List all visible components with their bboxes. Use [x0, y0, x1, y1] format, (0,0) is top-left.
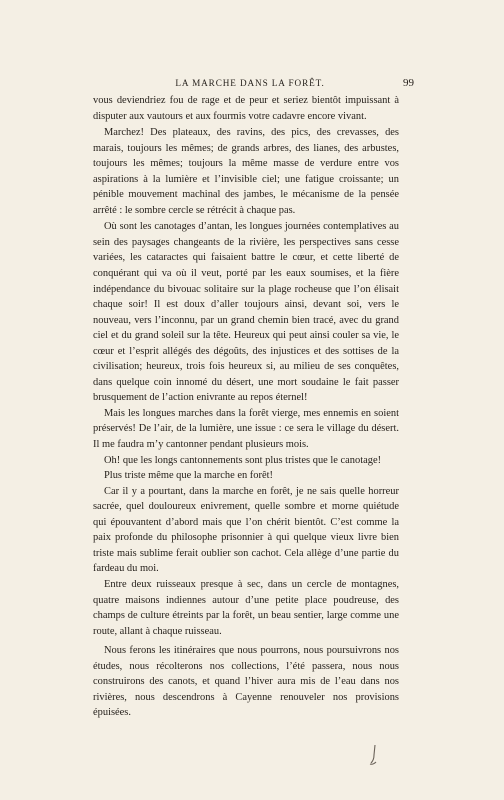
paragraph: Oh! que les longs cantonnements sont plus tristes que le canotage! — [104, 454, 382, 466]
ink-mark — [366, 743, 380, 769]
page-number: 99 — [403, 77, 414, 89]
paragraph: Entre deux ruisseaux presque à sec, dans un cercle de montagnes, quatre maisons indiennes autour d’une petite place poudreuse, des champs de culture étreints par la forêt, un beau sentier, large comme une route, allant à chaque ruisseau. — [93, 578, 399, 637]
paragraph: vous deviendriez fou de rage et de peur et seriez bientôt impuissant à disputer aux vautours et aux fourmis votre cadavre encore vivant. — [93, 95, 399, 122]
paragraph: Car il y a pourtant, dans la marche en forêt, je ne sais quelle horreur sacrée, quel douloureux enivrement, quelle sombre et morne quiétude qui épouvantent d’abord mais que l’on chérit bientôt. C’est comme la paix profonde du philosophe prisonnier à qui quelque vieux livre bien triste mais sublime ferait oublier son cachot. Cela allège d’une partie du fardeau du moi. — [93, 485, 399, 575]
paragraph: Marchez! Des plateaux, des ravins, des pics, des crevasses, des marais, toujours les mêmes; de grands arbres, des lianes, des arbustes, toujours les mêmes; toujours la même masse de verdure entre vos aspirations à la lumière et l’invisible ciel; une fatigue croissante; un pénible mouvement machinal des jambes, le mécanisme de la pensée arrêté : le sombre cercle se rétrécit à chaque pas. — [93, 127, 399, 216]
paragraph: Nous ferons les itinéraires que nous pourrons, nous poursuivrons nos études, nous récolterons nos collections, l’été passera, nous nous construirons des canots, et quand l’hiver aura mis de l’eau dans nos rivières, nous descendrons à Cayenne renouveler nos provisions épuisées. — [93, 645, 399, 719]
paragraph: Mais les longues marches dans la forêt vierge, mes ennemis en soient préservés! De l’air, de la lumière, une issue : ce sera le village du désert. Il me faudra m’y cantonner pendant plusieurs mois. — [93, 407, 399, 451]
chapter-title: LA MARCHE DANS LA FORÊT. — [175, 78, 325, 88]
paragraph: Où sont les canotages d’antan, les longues journées contemplatives au sein des paysages changeants de la rivière, les perspectives sans cesse variées, les cataractes qui faisaient battre le cœur, et cette liberté de conquérant qui va où il veut, porté par les eaux soumises, et la fière indépendance du bivouac solitaire sur la plage rocheuse que l’on élisait chaque soir! Il est doux d’aller toujours ainsi, devant soi, vers le nouveau, vers l’inconnu, par un grand chemin bien tracé, avec du grand ciel et du grand soleil sur la tête. Heureux qui peut ainsi couler sa vie, le cœur et l’esprit allégés des dégoûts, des injustices et des sottises de la civilisation; heureux, trois fois heureux si, au milieu de ses conquêtes, dans quelque coin innomé du désert, une mort soudaine le fait passer brusquement de l’action enivrante au repos éternel! — [93, 221, 399, 404]
body-text — [93, 93, 399, 721]
paragraph: Plus triste même que la marche en forêt! — [104, 470, 273, 482]
running-head — [92, 77, 414, 89]
